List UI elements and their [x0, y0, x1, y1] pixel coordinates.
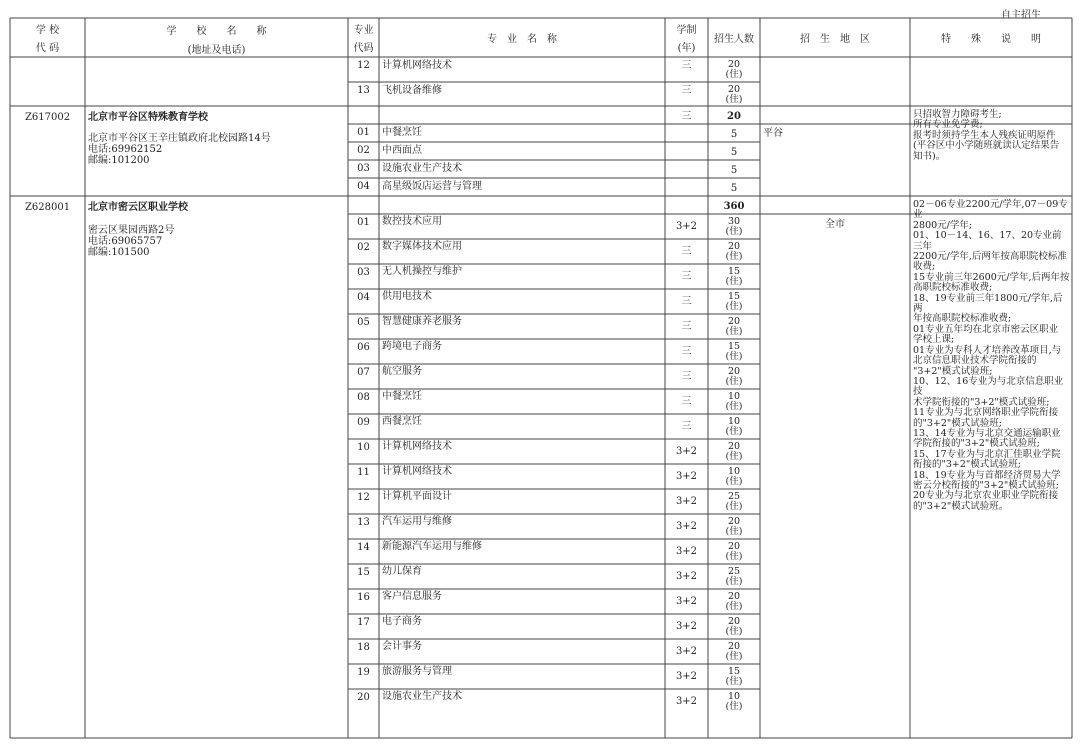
school-total: 360 [723, 201, 745, 212]
school-address: 密云区果园西路2号 电话:69065757 邮编:101500 [88, 225, 175, 258]
major-name: 会计事务 [382, 641, 422, 652]
major-unit: (住) [725, 69, 743, 80]
major-unit: (住) [725, 701, 743, 712]
major-code: 20 [357, 692, 370, 703]
major-duration: 三 [681, 346, 692, 357]
major-duration: 三 [681, 371, 692, 382]
major-count: 15 [727, 266, 741, 277]
major-duration: 3+2 [675, 471, 698, 482]
major-count: 20 [727, 616, 741, 627]
header-enroll: 招生人数 [714, 34, 754, 45]
major-duration: 3+2 [675, 571, 698, 582]
major-code: 01 [357, 217, 370, 228]
major-code: 01 [357, 127, 370, 138]
major-unit: (住) [725, 576, 743, 587]
major-duration: 3+2 [675, 521, 698, 532]
major-unit: (住) [725, 601, 743, 612]
major-count: 20 [727, 316, 741, 327]
major-count: 30 [727, 216, 741, 227]
major-unit: (住) [725, 451, 743, 462]
major-unit: (住) [725, 401, 743, 412]
major-duration: 3+2 [675, 446, 698, 457]
major-duration: 3+2 [675, 596, 698, 607]
major-unit: (住) [725, 676, 743, 687]
major-unit: (住) [725, 326, 743, 337]
major-unit: (住) [725, 94, 743, 105]
school-region: 平谷 [763, 128, 783, 139]
major-unit: (住) [725, 551, 743, 562]
header-region: 招 生 地 区 [800, 34, 870, 45]
header-notes: 特 殊 说 明 [941, 34, 1041, 45]
school-code: Z617002 [24, 112, 71, 123]
major-code: 08 [357, 392, 370, 403]
major-code: 15 [357, 567, 370, 578]
major-name: 西餐烹饪 [382, 416, 422, 427]
major-count: 20 [727, 366, 741, 377]
major-code: 03 [357, 163, 370, 174]
school-name: 北京市密云区职业学校 [88, 202, 188, 213]
major-code: 13 [357, 517, 370, 528]
major-duration: 三 [681, 396, 692, 407]
major-code: 11 [357, 467, 370, 478]
major-name: 供用电技术 [382, 291, 432, 302]
major-code: 17 [357, 617, 370, 628]
major-count: 10 [727, 416, 741, 427]
major-unit: (住) [725, 276, 743, 287]
major-unit: (住) [725, 501, 743, 512]
major-unit: (住) [725, 476, 743, 487]
school-duration: 三 [681, 111, 692, 122]
major-code: 06 [357, 342, 370, 353]
major-count: 20 [727, 441, 741, 452]
major-count: 20 [727, 591, 741, 602]
major-code: 05 [357, 317, 370, 328]
major-code: 04 [357, 181, 370, 192]
major-unit: (住) [725, 226, 743, 237]
major-duration: 3+2 [675, 646, 698, 657]
major-unit: (住) [725, 426, 743, 437]
major-code: 12 [357, 492, 370, 503]
school-code: Z628001 [24, 202, 71, 213]
major-name: 计算机平面设计 [382, 491, 452, 502]
major-duration: 三 [681, 85, 692, 96]
major-code: 10 [357, 442, 370, 453]
major-count: 20 [727, 241, 741, 252]
major-duration: 三 [681, 271, 692, 282]
major-name: 智慧健康养老服务 [382, 316, 462, 327]
major-duration: 3+2 [675, 671, 698, 682]
major-name: 设施农业生产技术 [382, 691, 462, 702]
major-duration: 3+2 [675, 546, 698, 557]
major-count: 20 [727, 641, 741, 652]
school-notes: 只招收智力障碍考生; 所有专业免学费; 报考时须持学生本人残疾证明原件 (平谷区中小学随班就读认定结果告 知书)。 [913, 109, 1060, 162]
header-school-name-sub: (地址及电话) [187, 45, 246, 56]
major-code: 09 [357, 417, 370, 428]
major-duration: 三 [681, 321, 692, 332]
major-duration: 3+2 [675, 696, 698, 707]
major-code: 13 [357, 85, 370, 96]
major-name: 计算机网络技术 [382, 466, 452, 477]
major-duration: 三 [681, 60, 692, 71]
major-name: 电子商务 [382, 616, 422, 627]
major-code: 07 [357, 367, 370, 378]
page-note: 自主招生 [1001, 10, 1041, 21]
major-name: 中餐烹饪 [382, 391, 422, 402]
school-name: 北京市平谷区特殊教育学校 [88, 112, 208, 123]
major-code: 18 [357, 642, 370, 653]
major-count: 15 [727, 666, 741, 677]
major-name: 新能源汽车运用与维修 [382, 541, 482, 552]
major-unit: (住) [725, 651, 743, 662]
major-count: 20 [727, 541, 741, 552]
major-count: 15 [727, 341, 741, 352]
major-name: 数字媒体技术应用 [382, 241, 462, 252]
major-count: 5 [730, 129, 738, 140]
header-school-code: 学 校 代 码 [35, 25, 60, 54]
major-name: 航空服务 [382, 366, 422, 377]
major-code: 14 [357, 542, 370, 553]
major-name: 计算机网络技术 [382, 60, 452, 71]
major-unit: (住) [725, 526, 743, 537]
major-unit: (住) [725, 351, 743, 362]
major-code: 02 [357, 145, 370, 156]
school-notes: 02－06专业2200元/学年,07－09专业 2800元/学年; 01、10－14、16、17、20专业前三年 2200元/学年,后两年按高职院校标准 收费; 15专业前三年2600元/学年,后两年按 高职院校标准收费; 18、19专业前三年1800元/学年,后两 年按高职院校标准收费; 01专业五年均在北京市密云区职业 学校上课; 01专业为专科人才培养改革项目,与 北京信息职业技术学院衔接的 "3+2"模式试验班; 10、12、16专业为与北京信息职业技 术学院衔接的"3+2"模式试验班; 11专业为与北京网络职业学院衔接 的"3+2"模式试验班; 13、14专业为与北京交通运输职业 学院衔接的"3+2"模式试验班; 15、17专业为与北京汇佳职业学院 衔接的"3+2"模式试验班; 18、19专业为与首都经济贸易大学 密云分校衔接的"3+2"模式试验班; 20专业为与北京农业职业学院衔接 的"3+2"模式试验班。 [913, 199, 1070, 512]
major-count: 15 [727, 291, 741, 302]
major-code: 03 [357, 267, 370, 278]
major-name: 高星级饭店运营与管理 [382, 181, 482, 192]
school-region: 全市 [825, 219, 845, 230]
major-code: 02 [357, 242, 370, 253]
major-code: 19 [357, 667, 370, 678]
header-major-code: 专业 代码 [353, 25, 374, 54]
major-name: 无人机操控与维护 [382, 266, 462, 277]
major-count: 25 [727, 491, 741, 502]
major-unit: (住) [725, 626, 743, 637]
major-code: 12 [357, 60, 370, 71]
major-name: 计算机网络技术 [382, 441, 452, 452]
major-unit: (住) [725, 251, 743, 262]
major-name: 幼儿保育 [382, 566, 422, 577]
major-name: 数控技术应用 [382, 216, 442, 227]
major-count: 10 [727, 466, 741, 477]
major-duration: 3+2 [675, 496, 698, 507]
header-major-name: 专 业 名 称 [487, 34, 557, 45]
major-count: 20 [727, 59, 741, 70]
major-name: 飞机设备维修 [382, 85, 442, 96]
major-count: 10 [727, 691, 741, 702]
major-name: 中餐烹饪 [382, 127, 422, 138]
school-address: 北京市平谷区王辛庄镇政府北校园路14号 电话:69962152 邮编:101200 [88, 133, 271, 166]
major-code: 04 [357, 292, 370, 303]
major-name: 跨境电子商务 [382, 341, 442, 352]
major-duration: 三 [681, 421, 692, 432]
major-count: 10 [727, 391, 741, 402]
major-duration: 3+2 [675, 621, 698, 632]
major-duration: 三 [681, 296, 692, 307]
header-school-name: 学 校 名 称 [166, 26, 267, 37]
major-code: 16 [357, 592, 370, 603]
major-count: 20 [727, 84, 741, 95]
school-total: 20 [727, 111, 741, 122]
major-count: 5 [730, 183, 738, 194]
major-count: 20 [727, 516, 741, 527]
major-count: 5 [730, 165, 738, 176]
major-name: 汽车运用与维修 [382, 516, 452, 527]
major-name: 旅游服务与管理 [382, 666, 452, 677]
major-unit: (住) [725, 301, 743, 312]
major-name: 中西面点 [382, 145, 422, 156]
major-count: 5 [730, 147, 738, 158]
major-name: 设施农业生产技术 [382, 163, 462, 174]
major-duration: 三 [681, 246, 692, 257]
major-name: 客户信息服务 [382, 591, 442, 602]
major-count: 25 [727, 566, 741, 577]
major-duration: 3+2 [675, 221, 698, 232]
header-duration: 学制 (年) [676, 25, 697, 54]
major-unit: (住) [725, 376, 743, 387]
